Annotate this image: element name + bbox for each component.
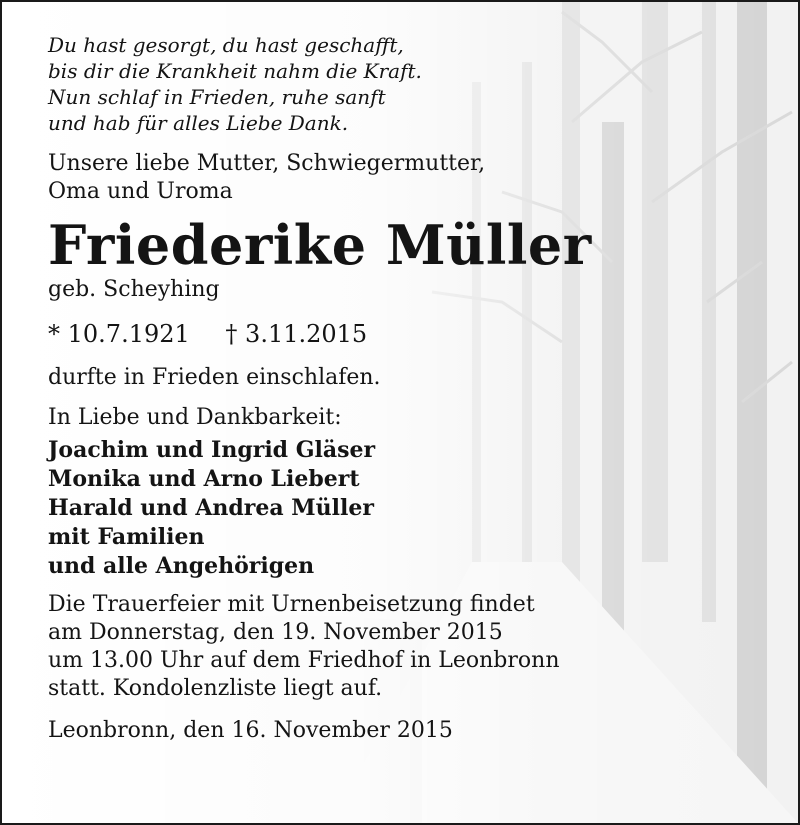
intro-text [48,150,778,206]
poem-line: Du hast gesorgt, du hast geschafft, [48,33,404,57]
poem-line: Nun schlaf in Frieden, ruhe sanft [48,85,386,109]
mourner-entry: Harald und Andrea Müller [48,495,374,521]
poem-line: und hab für alles Liebe Dank. [48,111,349,135]
death-date: † 3.11.2015 [225,320,368,348]
intro-line: Oma und Uroma [48,179,233,204]
deceased-name: Friederike Müller [48,213,592,277]
memorial-poem [48,32,778,136]
mourner-entry: Monika und Arno Liebert [48,466,360,492]
poem-line: bis dir die Krankheit nahm die Kraft. [48,59,422,83]
mourner-entry: und alle Angehörigen [48,553,315,579]
passed-text: durfte in Frieden einschlafen. [48,365,381,390]
birth-date: * 10.7.1921 [48,320,190,348]
place-and-date: Leonbronn, den 16. November 2015 [48,718,453,743]
mourner-entry: mit Familien [48,524,205,550]
funeral-service-info [48,591,778,703]
service-line: um 13.00 Uhr auf dem Friedhof in Leonbronn [48,648,560,673]
mourner-entry: Joachim und Ingrid Gläser [48,437,376,463]
service-line: Die Trauerfeier mit Urnenbeisetzung findet [48,592,535,617]
service-line: am Donnerstag, den 19. November 2015 [48,620,503,645]
maiden-name: geb. Scheyhing [48,277,220,302]
mourners-list [48,436,778,581]
gratitude-line: In Liebe und Dankbarkeit: [48,405,342,430]
service-line: statt. Kondolenzliste liegt auf. [48,676,383,701]
intro-line: Unsere liebe Mutter, Schwiegermutter, [48,151,486,176]
life-dates [48,320,778,348]
notice-content [48,32,778,745]
